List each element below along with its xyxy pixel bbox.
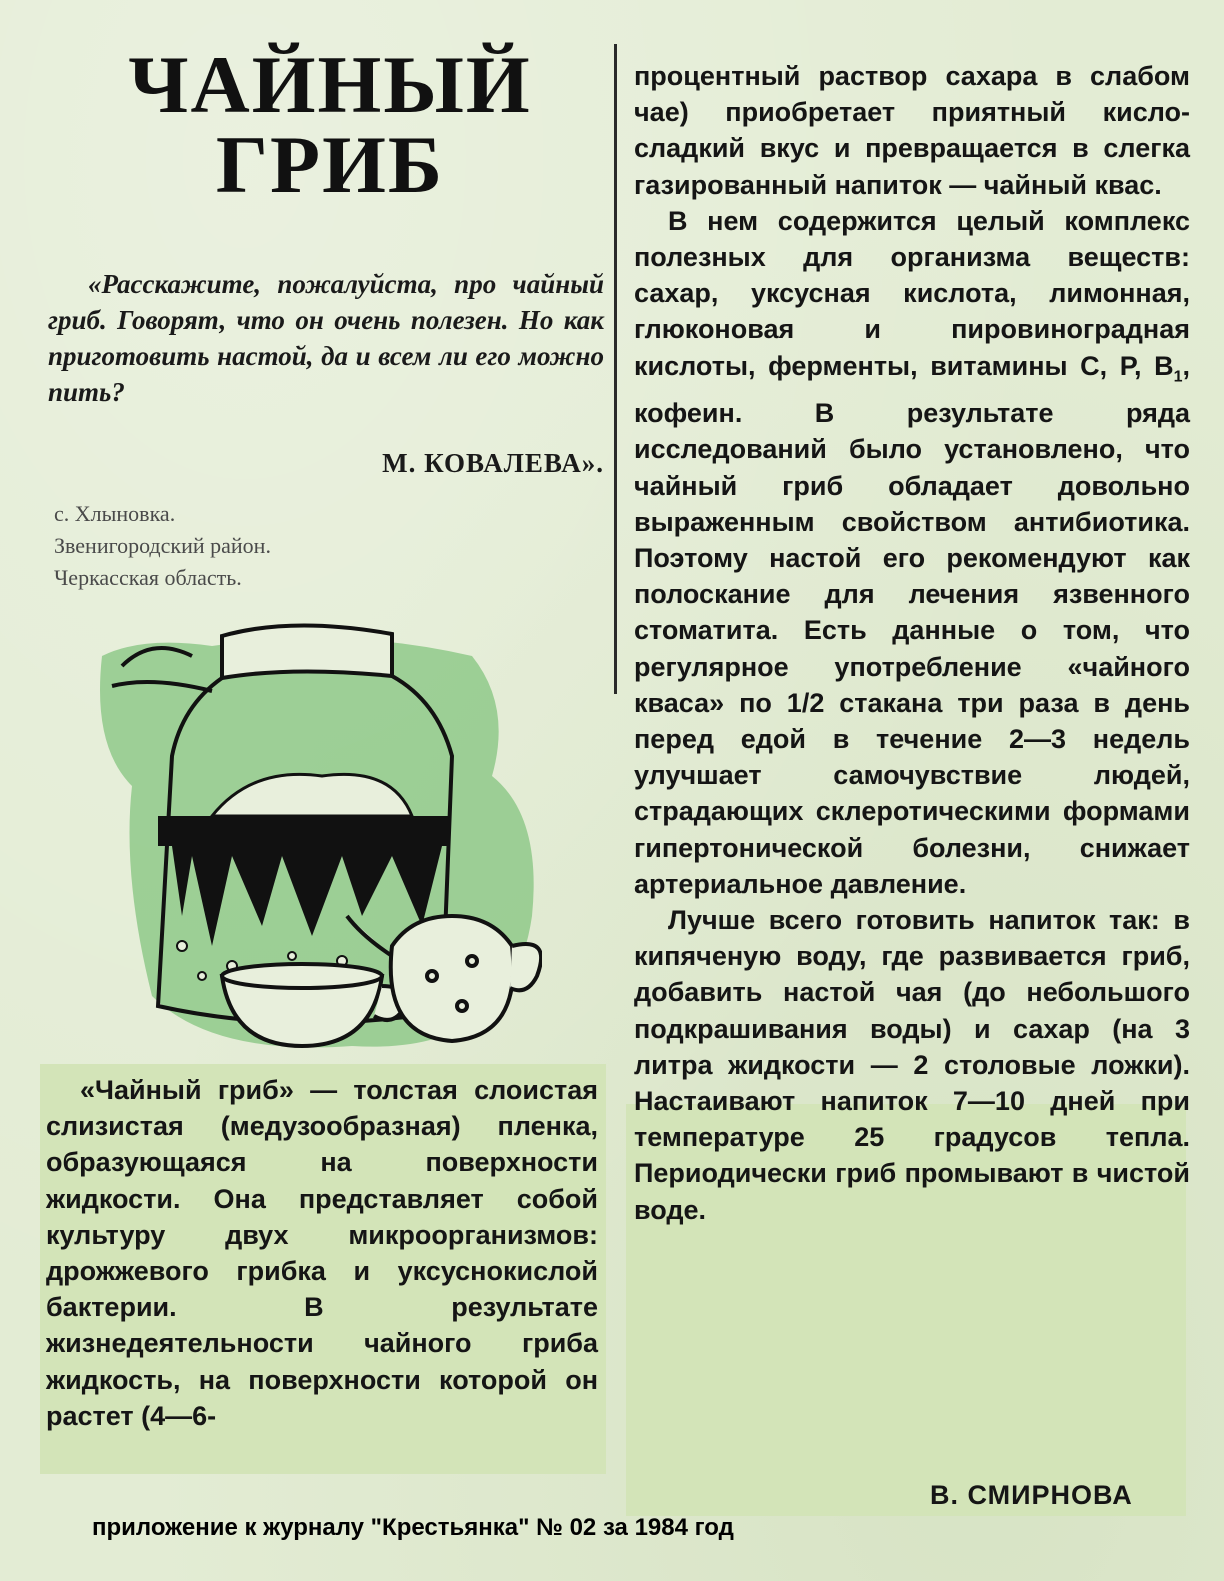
paragraph-2-part-a: В нем содержится целый комплекс полезных для организма веществ: сахар, уксусная кислота, лимонная, глюконовая и пировиноградная кислоты, ферменты, витамины С, Р, В	[634, 205, 1190, 381]
paragraph-1-left: «Чайный гриб» — толстая слоистая слизистая (медузообразная) пленка, образующаяся на поверхности жидкости. Она представляет собой культуру двух микроорганизмов: дрожжевого грибка и уксуснокислой бактерии. В результате жизнедеятельности чайного гриба жидкость, на поверхности которой он растет (4—6-	[46, 1075, 598, 1431]
paragraph-3: Лучше всего готовить напиток так: в кипяченую воду, где развивается гриб, добавить настой чая (до небольшого подкрашивания воды) и сахар (на 3 литра жидкости — 2 столовые ложки). Настаивают напиток 7—10 дней при температуре 25 градусов тепла. Периодически гриб промывают в чистой воде.	[634, 905, 1190, 1225]
address-district: Звенигородский район.	[54, 533, 271, 558]
paragraph-2-part-b: , кофеин. В результате ряда исследований было установлено, что чайный гриб обладает довольно выраженным свойством антибиотика. Поэтому настой его рекомендуют как полоскание для лечения язвенного стоматита. Есть данные о том, что регулярное употребление «чайного кваса» по 1/2 стакана три раза в день перед едой в течение 2—3 недель улучшает самочувствие людей, страдающих склеротическими формами гипертонической болезни, снижает артериальное давление.	[634, 350, 1190, 899]
article-author: В. СМИРНОВА	[930, 1480, 1133, 1510]
article-title-line2: ГРИБ	[215, 119, 445, 210]
article-column-left	[46, 1072, 598, 1434]
article-title-line1: ЧАЙНЫЙ	[128, 39, 532, 130]
vitamin-b-subscript: 1	[1173, 368, 1183, 386]
paragraph-1-right: процентный раствор сахара в слабом чае) приобретает приятный кисло-сладкий вкус и превращается в слегка газированный напиток — чайный квас.	[634, 61, 1190, 200]
letter-signature: М. КОВАЛЕВА».	[382, 448, 604, 478]
column-divider	[614, 44, 617, 694]
reader-letter: «Расскажите, пожалуйста, про чайный гриб. Говорят, что он очень полезен. Но как приготовить настой, да и всем ли его можно пить?	[48, 269, 604, 407]
tea-fungus-jar-illustration	[92, 616, 542, 1066]
source-caption: приложение к журналу "Крестьянка" № 02 за 1984 год	[92, 1514, 734, 1541]
address-region: Черкасская область.	[54, 565, 242, 590]
reader-address	[54, 498, 271, 594]
article-column-right	[634, 58, 1190, 1228]
address-village: с. Хлыновка.	[54, 501, 176, 526]
paragraph-2	[634, 203, 1190, 902]
